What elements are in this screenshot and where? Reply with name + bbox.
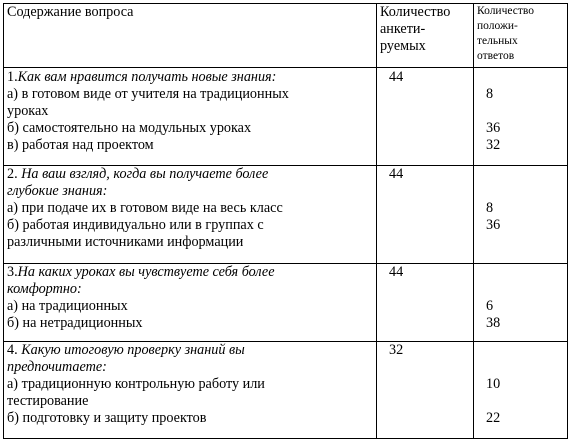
answer-text: а) в готовом виде от учителя на традиционных [7, 86, 289, 102]
question-text: комфортно: [7, 280, 82, 297]
surveyed-value: 44 [389, 263, 404, 280]
header-surveyed-line: руемых [380, 38, 426, 54]
question-text: Как вам нравится получать новые знания: [17, 69, 277, 85]
positive-value: 8 [486, 86, 494, 102]
question-content [4, 341, 377, 438]
header-question-content [4, 4, 377, 68]
question-row [4, 68, 568, 166]
question-text: глубокие знания: [7, 183, 108, 200]
question-row [4, 166, 568, 263]
question-number: 4. [7, 341, 22, 358]
header-positive-line: положи- [477, 20, 518, 32]
positive-value: 10 [486, 375, 501, 392]
header-surveyed-line: анкети- [380, 21, 426, 37]
surveyed-cell [377, 263, 474, 341]
positive-value: 36 [486, 217, 501, 234]
positive-value: 38 [486, 314, 501, 331]
question-number: 1. [7, 69, 18, 85]
positive-cell [474, 341, 568, 438]
header-surveyed-count [377, 4, 474, 68]
question-text: На каких уроках вы чувствуете себя более [17, 263, 275, 280]
answer-text: б) самостоятельно на модульных уроках [7, 120, 252, 136]
positive-value: 22 [486, 409, 501, 426]
surveyed-cell [377, 341, 474, 438]
header-positive-count [474, 4, 568, 68]
answer-text: различными источниками информации [7, 234, 244, 251]
header-question-label: Содержание вопроса [7, 4, 134, 20]
positive-value: 6 [486, 297, 494, 314]
surveyed-cell [377, 68, 474, 166]
positive-value: 32 [486, 137, 501, 153]
question-number: 3. [7, 263, 18, 280]
header-positive-line: ответов [477, 50, 515, 62]
surveyed-value: 32 [389, 341, 404, 358]
question-content [4, 68, 377, 166]
answer-text: в) работая над проектом [7, 137, 154, 153]
header-row [4, 4, 568, 68]
question-text: На ваш взгляд, когда вы получаете более [21, 166, 269, 183]
question-content [4, 263, 377, 341]
answer-text: а) на традиционных [7, 297, 128, 314]
question-row [4, 341, 568, 438]
answer-text: б) на нетрадиционных [7, 314, 143, 331]
answer-text: а) традиционную контрольную работу или [7, 375, 265, 392]
header-positive-line: Количество [477, 5, 534, 17]
answer-text: б) подготовку и защиту проектов [7, 409, 207, 426]
question-row [4, 263, 568, 341]
question-content [4, 166, 377, 263]
question-text: Какую итоговую проверку знаний вы [21, 341, 245, 358]
answer-text: а) при подаче их в готовом виде на весь класс [7, 200, 283, 217]
survey-table [3, 3, 568, 439]
question-text: предпочитаете: [7, 358, 107, 375]
positive-value: 36 [486, 120, 501, 136]
positive-cell [474, 263, 568, 341]
answer-text: тестирование [7, 392, 89, 409]
header-surveyed-line: Количество [380, 4, 451, 20]
surveyed-value: 44 [389, 166, 404, 183]
surveyed-value: 44 [389, 69, 404, 85]
positive-cell [474, 166, 568, 263]
answer-text: уроках [7, 103, 49, 119]
positive-value: 8 [486, 200, 494, 217]
surveyed-cell [377, 166, 474, 263]
header-positive-line: тельных [477, 35, 518, 47]
positive-cell [474, 68, 568, 166]
answer-text: б) работая индивидуально или в группах с [7, 217, 264, 234]
question-number: 2. [7, 166, 22, 183]
